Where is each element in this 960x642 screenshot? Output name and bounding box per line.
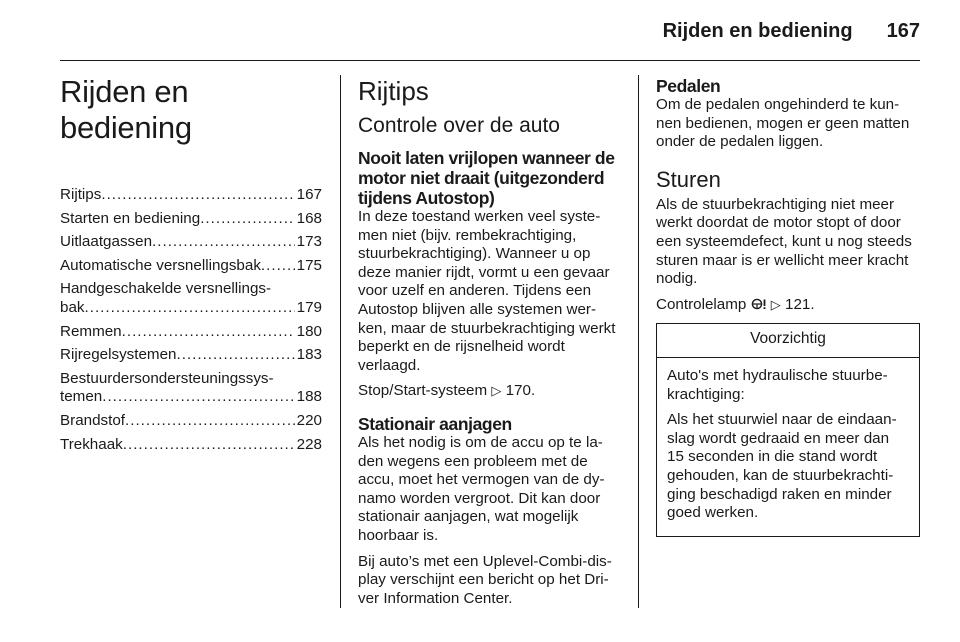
paragraph-sturen: Als de stuurbekrachtiging niet meer werkt doordat de motor stopt of door een systeemdefect, kunt u nog steeds sturen maar is er wellicht meer kracht nodig. <box>656 195 912 288</box>
caution-paragraph-2: Als het stuurwiel naar de eindaan-slag wordt gedraaid en meer dan 15 seconden in die stand wordt gehouden, kan de stuurbekrachti-ging beschadigd raken en minder goed werken. <box>667 411 897 522</box>
heading-nooit: Nooit laten vrijlopen wanneer de motor niet draait (uitgezonderd tijdens Autostop) <box>358 148 615 208</box>
paragraph-nooit: In deze toestand werken veel syste-men niet (bijv. rembekrachtiging, stuurbekrachtiging). Wanneer u op deze manier rijdt, vormt u een gevaar voor uzelf en anderen. Tijdens een Autostop blijven alle systemen wer-ken, maar de stuurbekrachtiging werkt beperkt en de rijsnelheid wordt verlaagd. <box>358 208 616 374</box>
header-rule <box>60 60 920 61</box>
toc-entry[interactable]: Remmen ..... 180 <box>60 323 322 342</box>
toc-entry[interactable]: Rijregelsystemen ..... 183 <box>60 346 322 365</box>
toc-entry[interactable]: Handgeschakelde versnellings- bak ..... 179 <box>60 280 322 317</box>
right-column <box>656 72 920 537</box>
paragraph-stationair: Als het nodig is om de accu op te la-den wegens een probleem met de accu, moet het vermogen van de dy-namo worden vergroot. Dit kan door stationair aanjagen, wat mogelijk hoorbaar is. <box>358 433 605 544</box>
running-header <box>663 20 920 43</box>
caution-title: Voorzichtig <box>657 324 919 358</box>
toc-entry[interactable]: Brandstof ..... 220 <box>60 412 322 431</box>
chapter-title: Rijden en bediening <box>60 74 192 145</box>
toc-entry[interactable]: Trekhaak ..... 228 <box>60 436 322 455</box>
cross-reference-icon: ▷ <box>491 384 502 400</box>
toc-entry[interactable]: Bestuurdersondersteuningssys- temen ..... 188 <box>60 370 322 407</box>
toc-entry[interactable]: Rijtips ..... 167 <box>60 186 322 205</box>
subsection-title: Controle over de auto <box>358 114 560 137</box>
column-divider-2 <box>638 75 639 608</box>
middle-column <box>358 72 622 615</box>
paragraph-controlelamp: Controlelamp ▷ 121. <box>656 295 815 313</box>
toc-entry[interactable]: Automatische versnellingsbak ..... 175 <box>60 257 322 276</box>
toc-column <box>60 72 322 459</box>
column-divider-1 <box>340 75 341 608</box>
cross-reference-icon: ▷ <box>770 297 781 313</box>
heading-sturen: Sturen <box>656 166 721 192</box>
heading-stationair: Stationair aanjagen <box>358 413 512 434</box>
toc-entry[interactable]: Starten en bediening ..... 168 <box>60 210 322 229</box>
steering-warning-icon <box>751 298 767 310</box>
paragraph-uplevel: Bij auto’s met een Uplevel-Combi-dis-play verschijnt een bericht op het Dri-ver Information Center. <box>358 552 612 607</box>
cross-reference-link[interactable]: 170. <box>505 382 536 400</box>
page-number: 167 <box>886 20 920 42</box>
caution-box <box>656 323 920 536</box>
table-of-contents <box>60 186 322 454</box>
paragraph-pedalen: Om de pedalen ongehinderd te kun-nen bedienen, mogen er geen matten onder de pedalen liggen. <box>656 96 910 151</box>
heading-pedalen: Pedalen <box>656 76 721 96</box>
section-title: Rijtips <box>358 76 429 106</box>
header-title: Rijden en bediening <box>662 20 853 42</box>
toc-entry[interactable]: Uitlaatgassen ..... 173 <box>60 233 322 252</box>
caution-paragraph-1: Auto's met hydraulische stuurbe-krachtiging: <box>667 366 888 403</box>
paragraph-stopstart: Stop/Start-systeem ▷ 170. <box>358 382 536 400</box>
cross-reference-link[interactable]: 121. <box>785 295 815 313</box>
